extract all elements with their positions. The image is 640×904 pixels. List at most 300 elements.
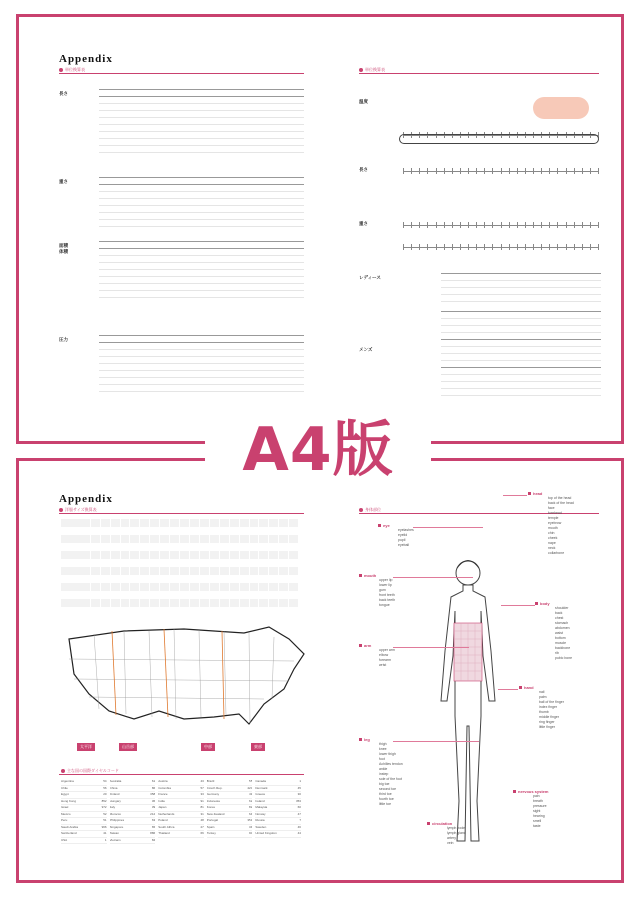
table-cell xyxy=(99,139,125,145)
table-cell xyxy=(253,371,279,377)
table-cell xyxy=(202,125,228,131)
table-cell xyxy=(99,385,125,391)
table-cell xyxy=(181,284,202,290)
table-row xyxy=(99,139,304,146)
table-cell xyxy=(120,263,141,269)
table-cell xyxy=(99,291,120,297)
body-part-group: arm upper arm elbow forearm wrist xyxy=(359,643,395,668)
a4-badge: A4版 xyxy=(205,404,431,486)
table-cell xyxy=(222,206,263,212)
table-cell xyxy=(140,220,181,226)
table-cell xyxy=(99,213,140,219)
table-cell xyxy=(202,263,223,269)
converter-label: レディース xyxy=(359,275,381,280)
section-head: 洋服サイズ換算表 xyxy=(59,507,97,513)
table-cell xyxy=(176,104,202,110)
table-cell xyxy=(150,357,176,363)
table-cell xyxy=(181,213,222,219)
table-row xyxy=(99,118,304,125)
table-cell xyxy=(161,263,182,269)
dial-code-grid xyxy=(61,779,301,844)
section-head: 単位換算表 xyxy=(359,67,385,73)
table-row xyxy=(99,104,304,111)
table-cell xyxy=(150,125,176,131)
table-cell xyxy=(125,343,151,349)
table-cell xyxy=(227,139,253,145)
table-cell xyxy=(278,146,304,152)
table-cell xyxy=(263,220,304,226)
time-zone-tag: 東部 xyxy=(251,743,265,751)
table-row xyxy=(99,291,304,298)
size-table xyxy=(441,311,601,340)
table-label: 面積 体積 xyxy=(59,243,68,254)
table-cell xyxy=(202,277,223,283)
usa-map xyxy=(64,619,309,739)
table-row xyxy=(99,199,304,206)
table-label: 長さ xyxy=(59,91,68,96)
table-cell xyxy=(125,357,151,363)
table-cell xyxy=(181,220,222,226)
table-cell xyxy=(140,242,161,248)
table-cell xyxy=(181,277,202,283)
table-cell xyxy=(140,256,161,262)
table-row xyxy=(99,125,304,132)
table-cell xyxy=(150,146,176,152)
table-cell xyxy=(284,263,305,269)
time-zone-tag: 中部 xyxy=(201,743,215,751)
size-row xyxy=(61,559,299,567)
size-row xyxy=(61,535,299,543)
table-cell xyxy=(181,270,202,276)
table-cell xyxy=(253,343,279,349)
table-cell xyxy=(125,104,151,110)
table-cell xyxy=(202,336,228,342)
conversion-ruler xyxy=(403,163,598,181)
table-cell xyxy=(263,192,304,198)
table-cell xyxy=(140,199,181,205)
table-cell xyxy=(176,364,202,370)
table-cell xyxy=(253,385,279,391)
table-cell xyxy=(150,90,176,96)
dial-code-entry: Taiwan 886 xyxy=(110,831,156,838)
table-cell xyxy=(278,104,304,110)
page-title: Appendix xyxy=(59,53,113,65)
table-cell xyxy=(263,213,304,219)
table-cell xyxy=(202,385,228,391)
table-cell xyxy=(222,249,243,255)
table-cell xyxy=(284,270,305,276)
table-cell xyxy=(125,364,151,370)
unit-table xyxy=(99,89,304,153)
size-row xyxy=(61,567,299,575)
table-cell xyxy=(278,350,304,356)
table-cell xyxy=(99,206,140,212)
dial-code-entry: Switzerland 41 xyxy=(61,831,107,838)
table-cell xyxy=(243,284,264,290)
table-cell xyxy=(227,146,253,152)
table-cell xyxy=(176,90,202,96)
table-cell xyxy=(278,357,304,363)
dial-code-entry: Thailand 66 xyxy=(158,831,204,838)
table-cell xyxy=(125,97,151,103)
table-cell xyxy=(202,371,228,377)
table-cell xyxy=(181,249,202,255)
table-cell xyxy=(181,199,222,205)
table-cell xyxy=(227,364,253,370)
table-cell xyxy=(227,350,253,356)
table-row xyxy=(99,378,304,385)
table-cell xyxy=(263,249,284,255)
table-cell xyxy=(243,270,264,276)
table-cell xyxy=(140,178,181,184)
table-cell xyxy=(125,118,151,124)
table-cell xyxy=(99,270,120,276)
table-cell xyxy=(176,343,202,349)
table-cell xyxy=(181,192,222,198)
table-cell xyxy=(202,364,228,370)
bottom-right-page xyxy=(323,461,623,880)
table-cell xyxy=(161,284,182,290)
table-cell xyxy=(263,284,284,290)
table-cell xyxy=(253,97,279,103)
table-cell xyxy=(278,97,304,103)
leader-line xyxy=(413,527,483,528)
table-cell xyxy=(278,378,304,384)
top-right-page xyxy=(323,17,623,441)
table-cell xyxy=(161,291,182,297)
section-rule xyxy=(59,513,304,514)
table-cell xyxy=(284,277,305,283)
table-cell xyxy=(150,343,176,349)
dial-code-entry: Mexico 52 xyxy=(61,812,107,819)
table-cell xyxy=(150,371,176,377)
table-cell xyxy=(125,350,151,356)
table-cell xyxy=(140,291,161,297)
table-row xyxy=(99,277,304,284)
table-cell xyxy=(278,118,304,124)
table-cell xyxy=(181,291,202,297)
table-cell xyxy=(176,139,202,145)
table-cell xyxy=(222,178,263,184)
table-cell xyxy=(99,132,125,138)
table-cell xyxy=(99,146,125,152)
table-cell xyxy=(227,336,253,342)
size-row xyxy=(61,519,299,527)
body-part-group: head top of the head back of the head face forehead temple eyebrow mouth chin cheek nape neck collarbone xyxy=(528,491,574,556)
table-cell xyxy=(140,277,161,283)
table-cell xyxy=(253,336,279,342)
dial-code-entry: Korea 82 xyxy=(207,805,253,812)
table-cell xyxy=(222,284,243,290)
table-cell xyxy=(263,256,284,262)
table-cell xyxy=(253,350,279,356)
size-grid xyxy=(61,519,299,607)
table-row xyxy=(99,97,304,104)
table-cell xyxy=(161,270,182,276)
table-cell xyxy=(263,291,284,297)
dial-code-entry: Hong Kong 852 xyxy=(61,799,107,806)
table-cell xyxy=(99,118,125,124)
dial-code-entry: Vietnam 84 xyxy=(110,838,156,845)
table-cell xyxy=(140,249,161,255)
table-cell xyxy=(227,118,253,124)
dial-code-entry: Singapore 65 xyxy=(110,825,156,832)
table-cell xyxy=(150,104,176,110)
table-cell xyxy=(253,146,279,152)
table-cell xyxy=(253,132,279,138)
dial-code-entry: Philippines 63 xyxy=(110,818,156,825)
table-cell xyxy=(253,139,279,145)
table-cell xyxy=(99,125,125,131)
table-cell xyxy=(202,97,228,103)
table-cell xyxy=(120,249,141,255)
table-cell xyxy=(202,111,228,117)
table-row xyxy=(99,284,304,291)
size-row xyxy=(61,551,299,559)
table-cell xyxy=(222,277,243,283)
table-cell xyxy=(222,220,263,226)
table-cell xyxy=(120,284,141,290)
table-row xyxy=(99,343,304,350)
table-cell xyxy=(263,199,304,205)
table-cell xyxy=(176,97,202,103)
table-cell xyxy=(150,336,176,342)
dial-code-entry: South Africa 27 xyxy=(158,825,204,832)
table-cell xyxy=(181,242,202,248)
dial-code-entry: Poland 48 xyxy=(158,818,204,825)
table-cell xyxy=(140,263,161,269)
map-outline xyxy=(69,627,304,724)
table-cell xyxy=(222,199,263,205)
table-cell xyxy=(278,343,304,349)
size-table xyxy=(441,367,601,396)
table-row xyxy=(99,350,304,357)
table-cell xyxy=(202,350,228,356)
dial-code-entry: Chile 56 xyxy=(61,786,107,793)
table-label: 圧力 xyxy=(59,337,68,342)
table-cell xyxy=(125,132,151,138)
bottom-page-panel xyxy=(16,458,624,883)
table-cell xyxy=(120,270,141,276)
dial-code-entry: Brazil 55 xyxy=(207,779,253,786)
dial-code-entry: New Zealand 64 xyxy=(207,812,253,819)
table-cell xyxy=(253,104,279,110)
top-left-page xyxy=(19,17,319,441)
table-cell xyxy=(181,256,202,262)
section-head: 身体部位 xyxy=(359,507,381,513)
table-cell xyxy=(150,385,176,391)
size-row xyxy=(61,583,299,591)
table-row xyxy=(99,270,304,277)
table-cell xyxy=(150,364,176,370)
table-cell xyxy=(140,185,181,191)
table-cell xyxy=(278,132,304,138)
table-cell xyxy=(243,249,264,255)
table-cell xyxy=(253,357,279,363)
leader-line xyxy=(393,577,473,578)
table-cell xyxy=(125,90,151,96)
table-cell xyxy=(99,277,120,283)
table-cell xyxy=(253,118,279,124)
table-cell xyxy=(263,277,284,283)
unit-table xyxy=(99,241,304,298)
table-cell xyxy=(150,111,176,117)
table-cell xyxy=(176,125,202,131)
table-cell xyxy=(181,263,202,269)
dial-code-entry: Spain 34 xyxy=(207,825,253,832)
converter-label: 重さ xyxy=(359,221,368,226)
table-cell xyxy=(227,385,253,391)
table-cell xyxy=(99,192,140,198)
table-cell xyxy=(150,97,176,103)
table-cell xyxy=(222,185,263,191)
table-cell xyxy=(181,206,222,212)
table-cell xyxy=(222,270,243,276)
table-cell xyxy=(278,336,304,342)
table-cell xyxy=(253,90,279,96)
table-row xyxy=(99,371,304,378)
conversion-ruler xyxy=(403,239,598,257)
table-row xyxy=(99,220,304,227)
section-rule xyxy=(59,774,304,775)
table-cell xyxy=(125,111,151,117)
table-row xyxy=(99,385,304,392)
table-cell xyxy=(99,178,140,184)
dial-code-entry: Netherlands 31 xyxy=(158,812,204,819)
table-cell xyxy=(176,378,202,384)
table-cell xyxy=(227,371,253,377)
leader-line xyxy=(393,741,479,742)
temperature-bar xyxy=(399,134,599,144)
temperature-callout xyxy=(533,97,589,119)
dial-code-entry: Morocco 212 xyxy=(110,812,156,819)
table-cell xyxy=(99,336,125,342)
dial-code-entry: Saudi Arabia 966 xyxy=(61,825,107,832)
table-cell xyxy=(161,249,182,255)
dial-code-entry: Austria 43 xyxy=(158,779,204,786)
table-row xyxy=(99,111,304,118)
dial-code-entry: Colombia 57 xyxy=(158,786,204,793)
table-cell xyxy=(176,385,202,391)
dial-code-entry: Australia 61 xyxy=(110,779,156,786)
table-row xyxy=(99,178,304,185)
table-cell xyxy=(150,378,176,384)
table-cell xyxy=(284,291,305,297)
table-cell xyxy=(222,213,263,219)
table-cell xyxy=(176,357,202,363)
dial-code-entry: Czech Rep. 420 xyxy=(207,786,253,793)
dial-code-entry: Germany 49 xyxy=(207,792,253,799)
section-rule xyxy=(359,73,599,74)
body-part-group: leg thigh knee lower thigh foot Achilles tendon ankle instep sole of the foot big toe second toe third toe fourth toe little toe xyxy=(359,737,403,807)
table-cell xyxy=(140,192,181,198)
table-cell xyxy=(202,357,228,363)
time-zone-tag: 太平洋 xyxy=(77,743,95,751)
table-cell xyxy=(125,385,151,391)
table-cell xyxy=(176,371,202,377)
table-row xyxy=(99,357,304,364)
dial-code-entry: Israel 972 xyxy=(61,805,107,812)
dial-code-entry: Finland 358 xyxy=(110,792,156,799)
table-cell xyxy=(99,242,120,248)
table-cell xyxy=(202,378,228,384)
dial-code-entry: France 33 xyxy=(158,792,204,799)
table-cell xyxy=(278,90,304,96)
table-cell xyxy=(99,364,125,370)
table-cell xyxy=(243,256,264,262)
table-cell xyxy=(278,125,304,131)
table-row xyxy=(99,192,304,199)
table-row xyxy=(99,263,304,270)
dial-code-entry: Argentina 54 xyxy=(61,779,107,786)
leader-line xyxy=(498,689,518,690)
table-cell xyxy=(278,371,304,377)
size-row xyxy=(61,543,299,551)
leader-line xyxy=(393,647,469,648)
section-head: 単位換算表 xyxy=(59,67,85,73)
table-cell xyxy=(202,343,228,349)
table-row xyxy=(99,185,304,192)
dial-code-entry: Hungary 36 xyxy=(110,799,156,806)
table-cell xyxy=(202,104,228,110)
table-row xyxy=(99,206,304,213)
table-cell xyxy=(202,256,223,262)
table-cell xyxy=(176,350,202,356)
table-cell xyxy=(278,111,304,117)
table-cell xyxy=(150,350,176,356)
dial-code-entry: Indonesia 62 xyxy=(207,799,253,806)
table-cell xyxy=(222,256,243,262)
table-cell xyxy=(227,378,253,384)
table-cell xyxy=(176,132,202,138)
table-cell xyxy=(202,132,228,138)
table-cell xyxy=(202,118,228,124)
dial-code-entry: Portugal 351 xyxy=(207,818,253,825)
dial-code-entry: Canada 1 xyxy=(255,779,301,786)
converter-label: 温度 xyxy=(359,99,368,104)
table-cell xyxy=(227,97,253,103)
top-page-panel xyxy=(16,14,624,444)
table-cell xyxy=(99,111,125,117)
table-cell xyxy=(202,291,223,297)
table-cell xyxy=(243,263,264,269)
dial-code-entry: Denmark 45 xyxy=(255,786,301,793)
table-cell xyxy=(222,242,243,248)
table-cell xyxy=(202,242,223,248)
dial-code-entry: Greece 30 xyxy=(255,792,301,799)
table-cell xyxy=(99,256,120,262)
dial-code-entry: Malaysia 60 xyxy=(255,805,301,812)
table-cell xyxy=(278,364,304,370)
table-cell xyxy=(120,242,141,248)
table-cell xyxy=(150,139,176,145)
table-cell xyxy=(284,242,305,248)
table-cell xyxy=(99,343,125,349)
table-cell xyxy=(120,277,141,283)
table-cell xyxy=(243,291,264,297)
table-cell xyxy=(202,270,223,276)
table-cell xyxy=(202,146,228,152)
table-cell xyxy=(222,291,243,297)
table-cell xyxy=(202,284,223,290)
table-cell xyxy=(125,378,151,384)
table-cell xyxy=(253,364,279,370)
dial-code-entry: India 91 xyxy=(158,799,204,806)
table-cell xyxy=(227,343,253,349)
table-row xyxy=(99,213,304,220)
table-row xyxy=(99,146,304,153)
table-cell xyxy=(202,90,228,96)
